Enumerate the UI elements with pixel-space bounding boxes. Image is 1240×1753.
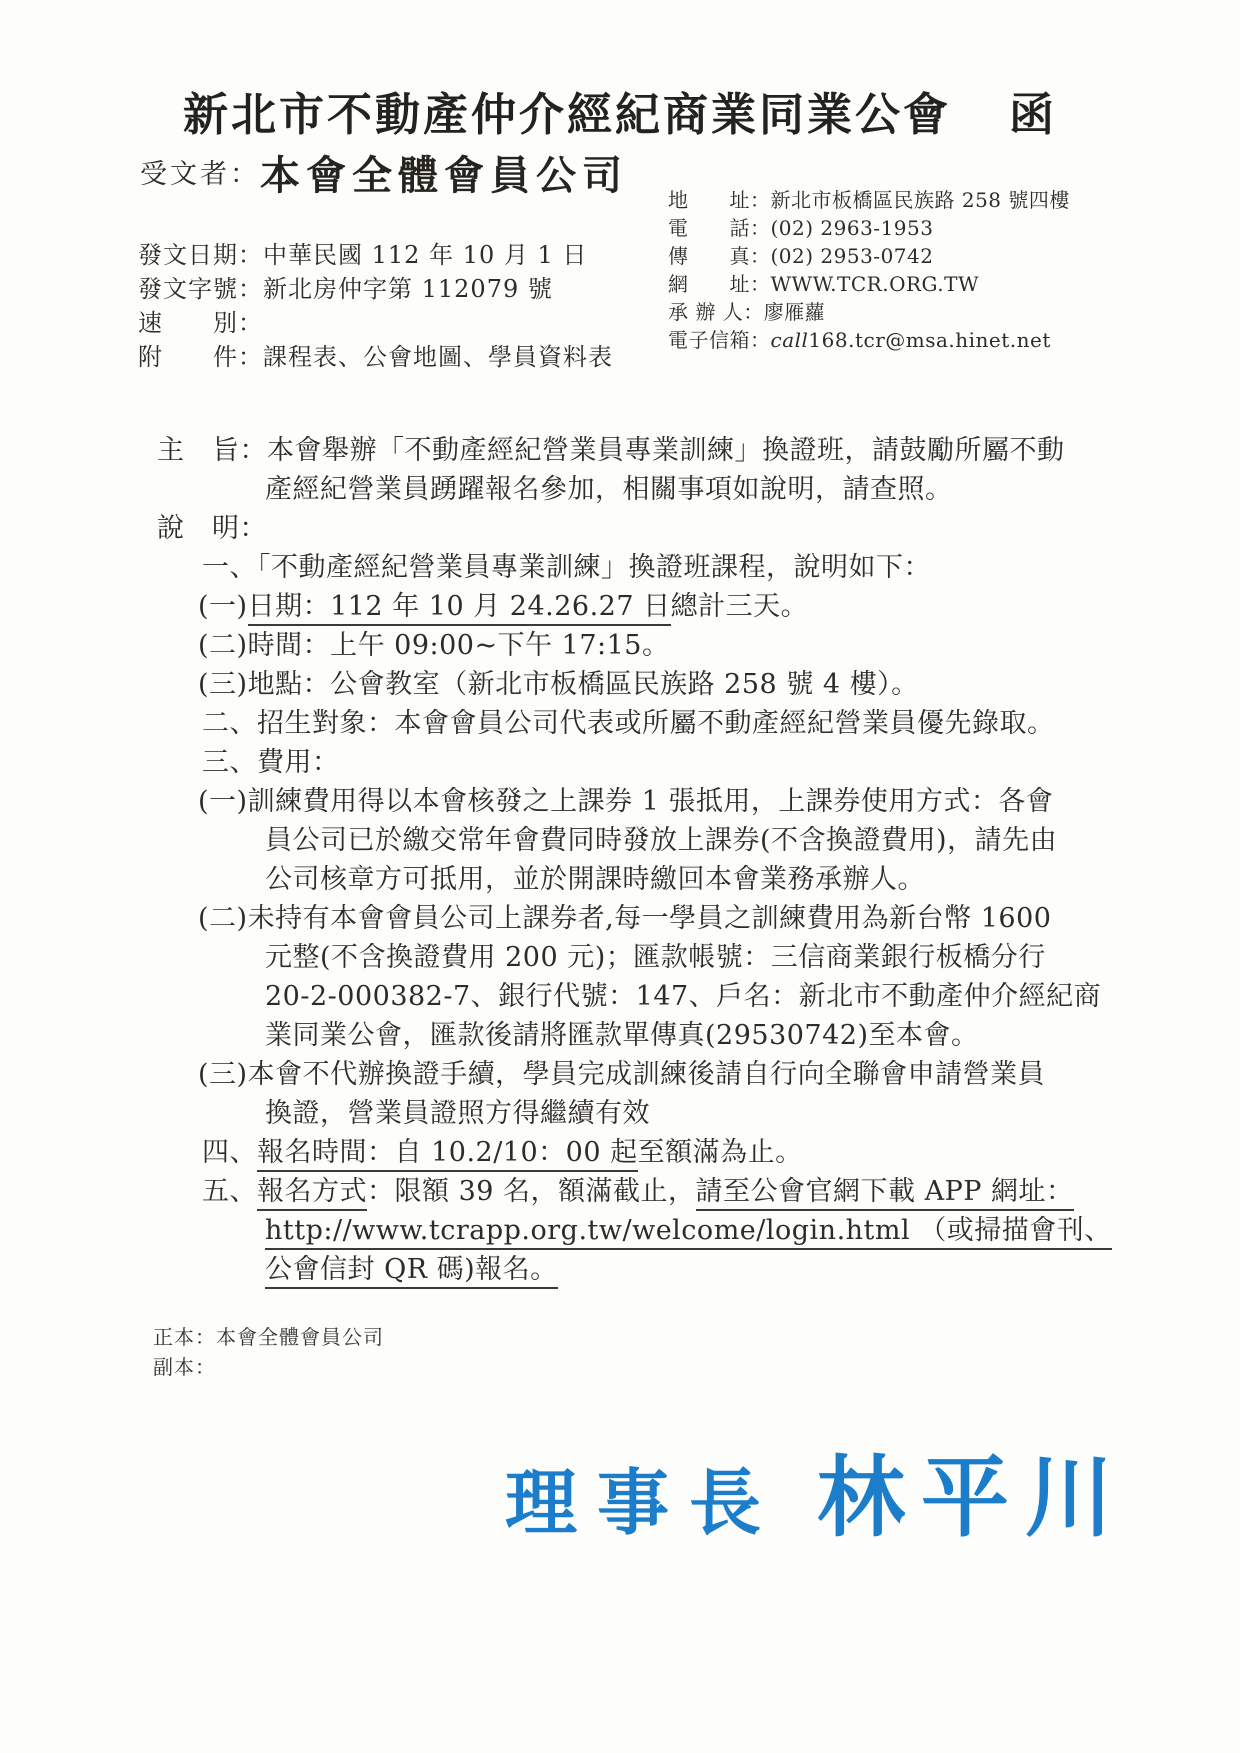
text-segment: 換證，營業員證照方得繼續有效 — [265, 1098, 650, 1129]
text-segment: 電 話：(02) 2963-1953 — [668, 216, 934, 240]
meta-attachments — [138, 340, 613, 374]
contact-website — [668, 270, 1070, 298]
contact-address — [668, 186, 1070, 214]
document-title-org: 新北市不動產仲介經紀商業同業公會 — [183, 88, 952, 141]
underlined-text: http://www.tcrapp.org.tw/welcome/login.html （或掃描會刊、 — [265, 1215, 1112, 1250]
text-segment: 發文字號：新北房仲字第 112079 號 — [138, 275, 553, 303]
text-segment: ：限額 39 名，額滿截止， — [367, 1176, 696, 1207]
meta-speed — [138, 306, 613, 340]
item-5-url-line-2 — [265, 1250, 1057, 1289]
meta-left-block — [138, 238, 613, 374]
recipient-line — [140, 144, 628, 201]
recipient-label: 受文者： — [140, 159, 260, 190]
text-segment: 地 址：新北市板橋區民族路 258 號四樓 — [668, 188, 1070, 212]
text-segment: 業同業公會，匯款後請將匯款單傳真(29530742)至本會。 — [265, 1020, 979, 1051]
text-segment: 網 址：WWW.TCR.ORG.TW — [668, 272, 980, 296]
subject-line-2 — [265, 470, 1057, 509]
signature-title: 理事長 — [505, 1460, 782, 1545]
contact-right-block — [668, 186, 1070, 354]
text-segment: call — [770, 328, 809, 352]
item-2 — [202, 704, 1057, 743]
text-segment: 正本：本會全體會員公司 — [153, 1325, 384, 1349]
underlined-text: 請至公會官網下載 APP 網址： — [696, 1176, 1074, 1211]
item-3-3-line-1 — [198, 1055, 1057, 1094]
copy-original — [153, 1322, 384, 1352]
item-3-3-line-2 — [265, 1094, 1057, 1133]
contact-email — [668, 326, 1070, 354]
meta-doc-number — [138, 272, 613, 306]
contact-person — [668, 298, 1070, 326]
text-segment: 發文日期：中華民國 112 年 10 月 1 日 — [138, 241, 588, 269]
item-4-signup-time — [202, 1133, 1057, 1172]
text-segment: 公司核章方可抵用，並於開課時繳回本會業務承辦人。 — [265, 864, 925, 895]
copy-block — [153, 1322, 384, 1382]
item-1 — [202, 548, 1057, 587]
text-segment: 一、「不動產經紀營業員專業訓練」換證班課程，說明如下： — [202, 552, 931, 583]
meta-issue-date — [138, 238, 613, 272]
item-3 — [202, 743, 1057, 782]
text-segment: 20-2-000382-7、銀行代號：147、戶名：新北市不動產仲介經紀商 — [265, 981, 1102, 1012]
document-body — [157, 431, 1112, 1289]
text-segment: 總計三天。 — [670, 591, 809, 622]
text-segment: 員公司已於繳交常年會費同時發放上課券(不含換證費用)，請先由 — [265, 825, 1058, 856]
item-5-signup-method — [202, 1172, 1074, 1211]
item-3-1-line-3 — [265, 860, 1057, 899]
item-3-1-line-2 — [265, 821, 1057, 860]
text-segment: 速 別： — [138, 309, 263, 337]
text-segment: 三、費用： — [202, 747, 340, 778]
text-segment: 副本： — [153, 1355, 216, 1379]
text-segment: (二)未持有本會會員公司上課券者,每一學員之訓練費用為新台幣 1600 — [198, 903, 1052, 934]
document-title-doc-type: 函 — [1009, 88, 1058, 141]
text-segment: 五、 — [202, 1176, 257, 1207]
subject-line-1 — [157, 431, 1065, 470]
text-segment: 主 旨：本會舉辦「不動產經紀營業員專業訓練」換證班，請鼓勵所屬不動 — [157, 435, 1065, 466]
item-3-2-line-2 — [265, 938, 1057, 977]
item-3-2-line-3 — [265, 977, 1102, 1016]
text-segment: 承 辦 人：廖雁蘿 — [668, 300, 826, 324]
item-1-1-date — [198, 587, 1057, 626]
underlined-text: 報名時間：自 10.2/10：00 起 — [257, 1137, 638, 1172]
text-segment: 電子信箱： — [668, 328, 771, 352]
text-segment: (三)地點：公會教室（新北市板橋區民族路 258 號 4 樓）。 — [198, 669, 919, 700]
item-5-url-line — [265, 1211, 1112, 1250]
explanation-heading — [157, 509, 1057, 548]
text-segment: 四、 — [202, 1137, 257, 1168]
underlined-text: 日期：112 年 10 月 24.26.27 日 — [248, 591, 671, 626]
underlined-text: 報名方式 — [257, 1176, 367, 1211]
chairman-signature — [505, 1428, 1129, 1554]
underlined-text: 公會信封 QR 碼)報名。 — [265, 1254, 558, 1289]
signature-name: 林平川 — [817, 1445, 1130, 1549]
text-segment: 168.tcr@msa.hinet.net — [808, 328, 1051, 352]
text-segment: 產經紀營業員踴躍報名參加，相關事項如說明，請查照。 — [265, 474, 953, 505]
text-segment: 元整(不含換證費用 200 元)；匯款帳號：三信商業銀行板橋分行 — [265, 942, 1046, 973]
text-segment: 至額滿為止。 — [637, 1137, 803, 1168]
copy-cc — [153, 1352, 384, 1382]
document-title — [183, 78, 1057, 143]
text-segment: 附 件：課程表、公會地圖、學員資料表 — [138, 343, 613, 371]
text-segment: (一)訓練費用得以本會核發之上課券 1 張抵用，上課券使用方式：各會 — [198, 786, 1054, 817]
item-3-2-line-1 — [198, 899, 1057, 938]
item-1-2-time — [198, 626, 1057, 665]
text-segment: (三)本會不代辦換證手續，學員完成訓練後請自行向全聯會申請營業員 — [198, 1059, 1046, 1090]
text-segment: (二)時間：上午 09:00~下午 17:15。 — [198, 630, 670, 661]
text-segment: (一) — [198, 591, 248, 622]
item-1-3-place — [198, 665, 1057, 704]
text-segment: 二、招生對象：本會會員公司代表或所屬不動產經紀營業員優先錄取。 — [202, 708, 1055, 739]
item-3-1-line-1 — [198, 782, 1057, 821]
text-segment: 說 明： — [157, 513, 267, 544]
recipient-value: 本會全體會員公司 — [260, 152, 628, 199]
contact-fax — [668, 242, 1070, 270]
contact-phone — [668, 214, 1070, 242]
text-segment: 傳 真：(02) 2953-0742 — [668, 244, 934, 268]
item-3-2-line-4 — [265, 1016, 1057, 1055]
